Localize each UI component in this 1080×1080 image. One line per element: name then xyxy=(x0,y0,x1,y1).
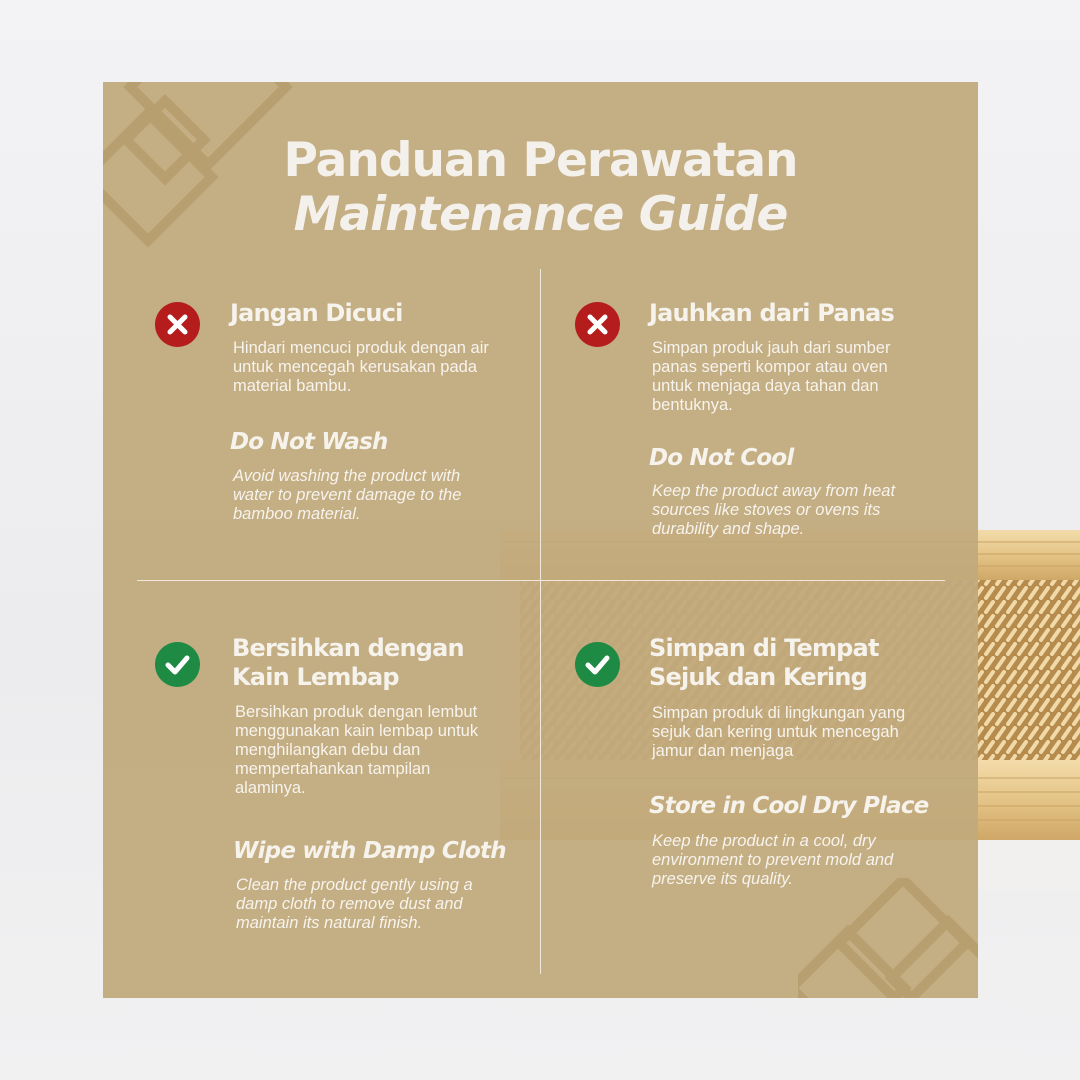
heading-english: Do Not Cool xyxy=(649,445,794,471)
title-indonesian: Panduan Perawatan xyxy=(283,133,798,188)
heading-english: Wipe with Damp Cloth xyxy=(233,838,506,864)
guide-panel xyxy=(103,82,978,998)
title-english: Maintenance Guide xyxy=(293,187,788,242)
heading-english: Store in Cool Dry Place xyxy=(649,793,929,819)
heading-indonesian: Jauhkan dari Panas xyxy=(649,299,894,327)
heading-indonesian: Simpan di Tempat Sejuk dan Kering xyxy=(649,634,879,691)
vertical-divider xyxy=(540,269,541,974)
text-english: Clean the product gently using a damp cloth to remove dust and maintain its natural finish. xyxy=(236,876,473,932)
check-icon xyxy=(575,642,620,687)
decorative-pattern-icon xyxy=(798,878,978,998)
cross-icon xyxy=(155,302,200,347)
text-english: Keep the product in a cool, dry environment to prevent mold and preserve its quality. xyxy=(652,832,894,888)
heading-english: Do Not Wash xyxy=(230,429,388,455)
check-icon xyxy=(155,642,200,687)
text-indonesian: Bersihkan produk dengan lembut menggunakan kain lembap untuk menghilangkan debu dan mempertahankan tampilan alaminya. xyxy=(235,703,479,797)
text-english: Keep the product away from heat sources like stoves or ovens its durability and shape. xyxy=(652,482,896,538)
heading-indonesian: Jangan Dicuci xyxy=(230,299,403,327)
text-indonesian: Simpan produk di lingkungan yang sejuk dan kering untuk mencegah jamur dan menjaga xyxy=(652,704,906,760)
cross-icon xyxy=(575,302,620,347)
page-title xyxy=(103,134,978,242)
horizontal-divider xyxy=(137,580,945,581)
text-english: Avoid washing the product with water to prevent damage to the bamboo material. xyxy=(233,467,462,523)
heading-indonesian: Bersihkan dengan Kain Lembap xyxy=(232,634,464,691)
text-indonesian: Hindari mencuci produk dengan air untuk mencegah kerusakan pada material bambu. xyxy=(233,339,489,395)
text-indonesian: Simpan produk jauh dari sumber panas seperti kompor atau oven untuk menjaga daya tahan dan bentuknya. xyxy=(652,339,891,414)
